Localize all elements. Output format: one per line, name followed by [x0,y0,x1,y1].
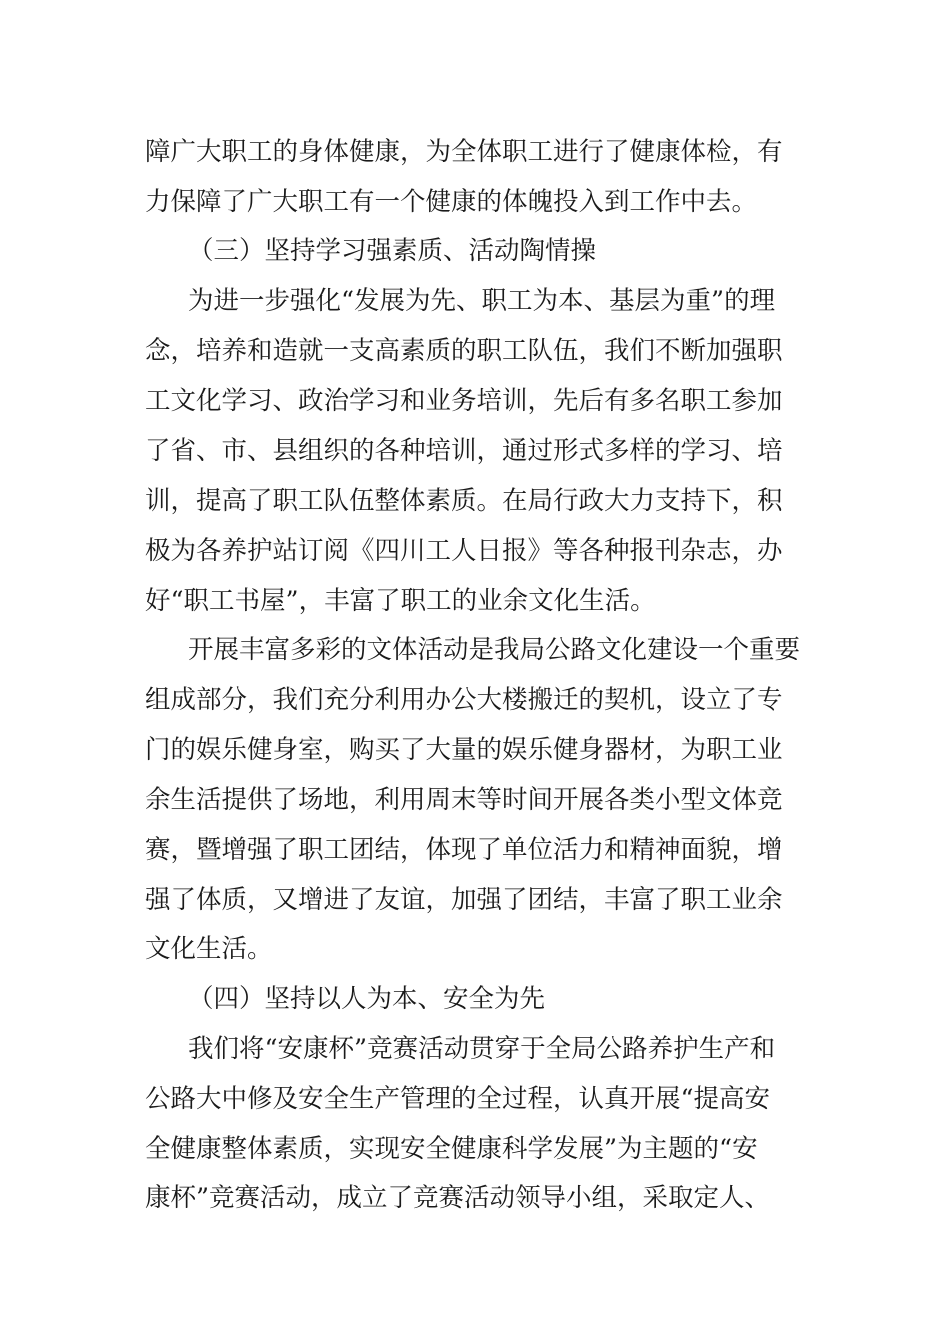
body-text-line: 全健康整体素质，实现安全健康科学发展”为主题的“安 [145,1134,758,1164]
body-text-line: 公路大中修及安全生产管理的全过程，认真开展“提高安 [145,1084,771,1114]
body-text-line: 康杯”竞赛活动，成立了竞赛活动领导小组，采取定人、 [145,1183,771,1213]
body-text-line: 强了体质，又增进了友谊，加强了团结，丰富了职工业余 [145,885,783,915]
section-heading: （四）坚持以人为本、安全为先 [188,984,546,1014]
body-text-line: 文化生活。 [145,934,273,964]
body-text-line: 了省、市、县组织的各种培训，通过形式多样的学习、培 [145,436,783,466]
body-text-line: 赛，暨增强了职工团结，体现了单位活力和精神面貌，增 [145,835,783,865]
body-text-line: 极为各养护站订阅《四川工人日报》等各种报刊杂志，办 [145,536,783,566]
body-text-line: 开展丰富多彩的文体活动是我局公路文化建设一个重要 [188,635,801,665]
body-text-line: 组成部分，我们充分利用办公大楼搬迁的契机，设立了专 [145,685,783,715]
section-heading: （三）坚持学习强素质、活动陶情操 [188,236,597,266]
body-text-line: 门的娱乐健身室，购买了大量的娱乐健身器材，为职工业 [145,735,783,765]
body-text-line: 我们将“安康杯”竞赛活动贯穿于全局公路养护生产和 [188,1034,776,1064]
body-text-line: 好“职工书屋”，丰富了职工的业余文化生活。 [145,586,656,616]
body-text-line: 余生活提供了场地，利用周末等时间开展各类小型文体竞 [145,785,783,815]
body-text-line: 训，提高了职工队伍整体素质。在局行政大力支持下，积 [145,486,783,516]
body-text-line: 障广大职工的身体健康，为全体职工进行了健康体检，有 [145,137,783,167]
body-text-line: 念，培养和造就一支高素质的职工队伍，我们不断加强职 [145,336,783,366]
body-text-line: 力保障了广大职工有一个健康的体魄投入到工作中去。 [145,187,758,217]
body-text-line: 为进一步强化“发展为先、职工为本、基层为重”的理 [188,286,776,316]
body-text-line: 工文化学习、政治学习和业务培训，先后有多名职工参加 [145,386,783,416]
